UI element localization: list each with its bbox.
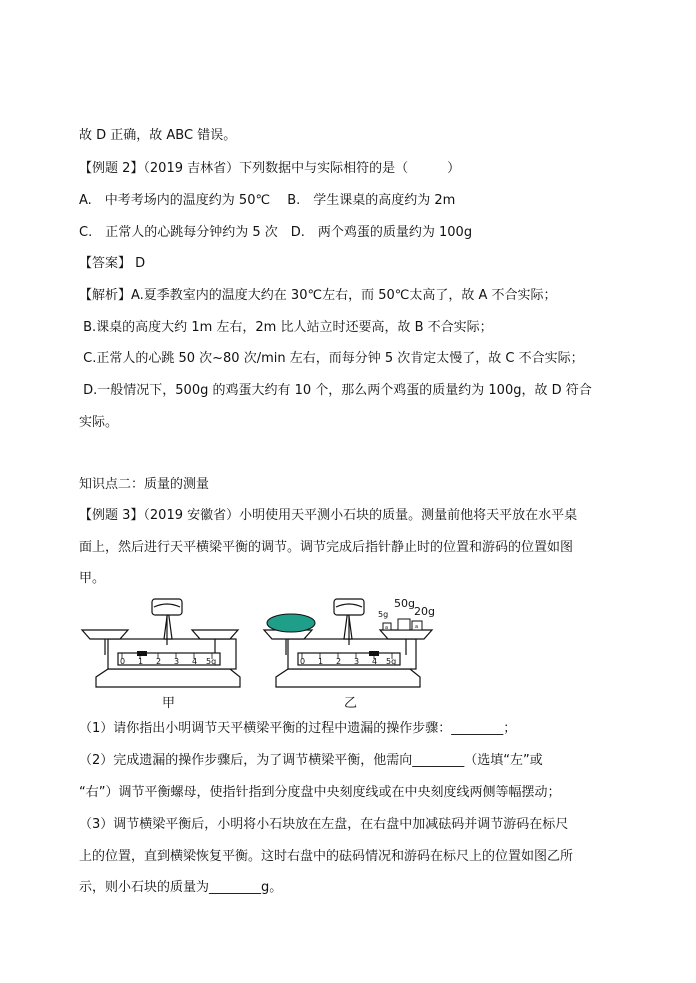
tick-2-right: 2 bbox=[336, 657, 342, 666]
answer-line: 【答案】 D bbox=[79, 256, 146, 271]
weight-5g: 5g bbox=[378, 610, 389, 619]
tick-0-left: 0 bbox=[120, 657, 126, 666]
question-3-part-3-cont: 上的位置，直到横梁恢复平衡。这时右盘中的砝码情况和游码在标尺上的位置如图乙所 bbox=[79, 849, 574, 864]
weight-mark-20g: a bbox=[415, 624, 419, 630]
weight-20g: 20g bbox=[414, 605, 435, 618]
analysis-c: C.正常人的心跳 50 次~80 次/min 左右，而每分钟 5 次肯定太慢了，故 C 不合实际； bbox=[79, 351, 584, 366]
question-3-part-3-end: 示，则小石块的质量为________g。 bbox=[79, 880, 283, 895]
analysis-b: B.课桌的高度大约 1m 左右，2m 比人站立时还要高，故 B 不合实际； bbox=[79, 320, 493, 335]
text-line-1: 故 D 正确，故 ABC 错误。 bbox=[79, 128, 237, 143]
question-3-stem: 【例题 3】（2019 安徽省）小明使用天平测小石块的质量。测量前他将天平放在水平桌 bbox=[79, 508, 578, 523]
tick-3-left: 3 bbox=[174, 657, 180, 666]
tick-5-left: 5g bbox=[206, 657, 217, 666]
analysis-a: 【解析】A.夏季教室内的温度大约在 30℃左右，而 50℃太高了，故 A 不合实际； bbox=[79, 288, 557, 303]
analysis-d: D.一般情况下，500g 的鸡蛋大约有 10 个，那么两个鸡蛋的质量约为 100g，故 D 符合 bbox=[79, 383, 592, 398]
tick-4-left: 4 bbox=[192, 657, 198, 666]
balance-right bbox=[264, 599, 432, 687]
balance-figure bbox=[80, 585, 550, 713]
question-3-stem-3: 甲。 bbox=[79, 571, 106, 586]
section-heading: 知识点二：质量的测量 bbox=[79, 477, 210, 492]
rider-left bbox=[137, 651, 147, 656]
tick-5-right: 5g bbox=[386, 657, 397, 666]
tick-4-right: 4 bbox=[372, 657, 378, 666]
tick-2-left: 2 bbox=[156, 657, 162, 666]
question-3-part-2: （2）完成遗漏的操作步骤后，为了调节横梁平衡，他需向________（选填“左”或 bbox=[79, 753, 543, 768]
caption-right: 乙 bbox=[344, 696, 358, 711]
stone bbox=[267, 614, 315, 632]
caption-left: 甲 bbox=[162, 696, 176, 711]
question-2-stem: 【例题 2】（2019 吉林省）下列数据中与实际相符的是（ ） bbox=[79, 161, 461, 176]
tick-1-right: 1 bbox=[318, 657, 324, 666]
tick-0-right: 0 bbox=[300, 657, 306, 666]
question-3-part-1: （1）请你指出小明调节天平横梁平衡的过程中遗漏的操作步骤：________； bbox=[79, 721, 517, 736]
question-2-options-cd: C. 正常人的心跳每分钟约为 5 次 D. 两个鸡蛋的质量约为 100g bbox=[79, 225, 473, 240]
analysis-d-cont: 实际。 bbox=[79, 415, 119, 430]
question-3-part-3: （3）调节横梁平衡后，小明将小石块放在左盘，在右盘中加减砝码并调节游码在标尺 bbox=[79, 817, 569, 832]
weight-mark-5g: a bbox=[385, 625, 389, 631]
question-3-stem-2: 面上，然后进行天平横梁平衡的调节。调节完成后指针静止时的位置和游码的位置如图 bbox=[79, 540, 574, 555]
tick-3-right: 3 bbox=[354, 657, 360, 666]
question-2-options-ab: A. 中考考场内的温度约为 50℃ B. 学生课桌的高度约为 2m bbox=[79, 193, 456, 208]
balance-left bbox=[82, 599, 240, 687]
weight-50g: 50g bbox=[394, 597, 415, 610]
question-3-part-2-cont: “右”）调节平衡螺母，使指针指到分度盘中央刻度线或在中央刻度线两侧等幅摆动； bbox=[79, 785, 561, 800]
tick-1-left: 1 bbox=[138, 657, 144, 666]
